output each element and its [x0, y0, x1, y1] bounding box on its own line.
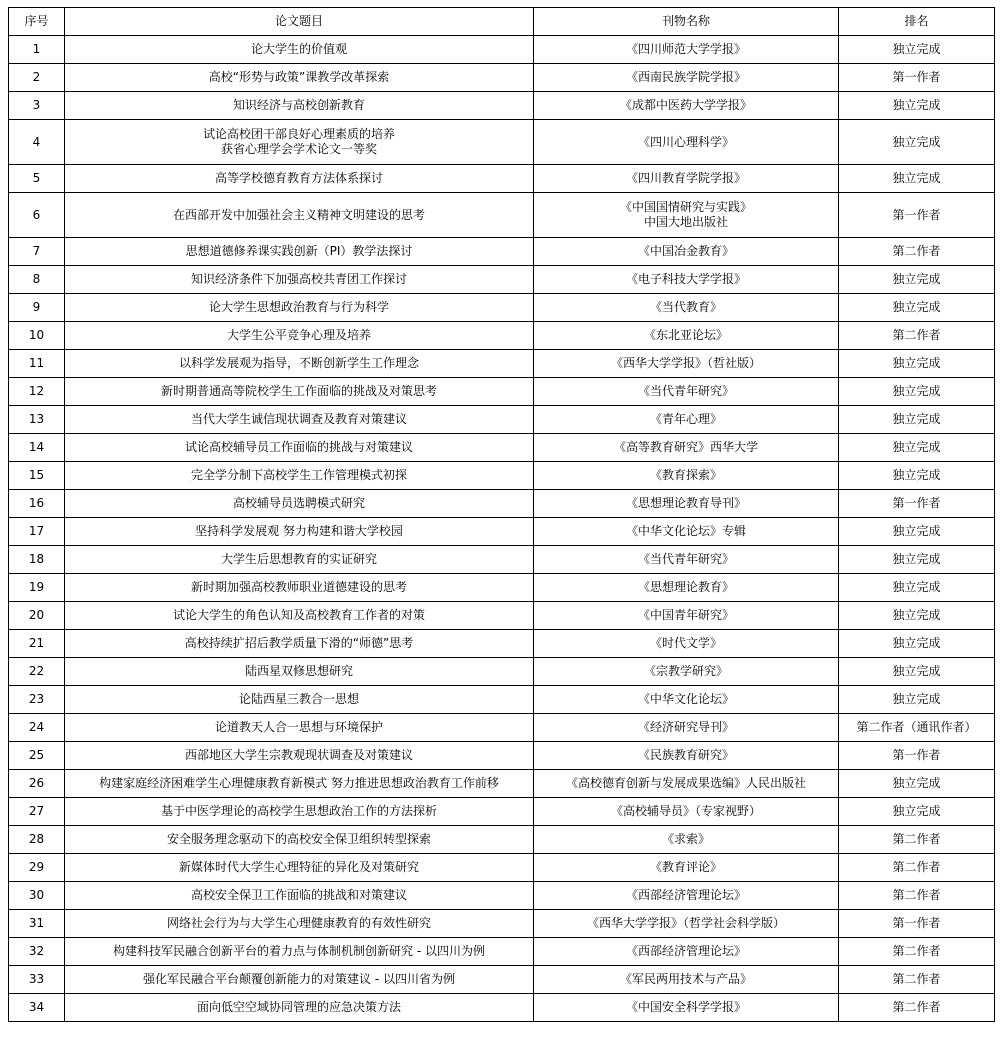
journal-name-cell [534, 686, 839, 714]
serial-number-cell: 7 [9, 238, 65, 266]
serial-number-cell: 24 [9, 714, 65, 742]
paper-title-cell-line: 新时期普通高等院校学生工作面临的挑战及对策思考 [160, 384, 437, 398]
paper-title-cell-line: 论大学生的价值观 [250, 42, 347, 56]
serial-number-cell: 13 [9, 406, 65, 434]
paper-title-cell [65, 322, 534, 350]
table-row [9, 966, 995, 994]
journal-name-cell [534, 630, 839, 658]
journal-name-cell [534, 742, 839, 770]
journal-name-cell-line: 《西部经济管理论坛》 [625, 888, 746, 902]
journal-name-cell-line: 《成都中医药大学学报》 [619, 98, 752, 112]
author-rank-cell: 第一作者 [839, 490, 995, 518]
author-rank-cell: 独立完成 [839, 120, 995, 165]
journal-name-cell-line: 《民族教育研究》 [637, 748, 734, 762]
journal-name-cell-line: 《求索》 [661, 832, 710, 846]
paper-title-cell [65, 378, 534, 406]
journal-name-cell-line: 《高校德育创新与发展成果选编》人民出版社 [565, 776, 806, 790]
author-rank-cell: 第二作者 [839, 882, 995, 910]
journal-name-cell [534, 322, 839, 350]
author-rank-cell: 独立完成 [839, 574, 995, 602]
author-rank-cell: 独立完成 [839, 378, 995, 406]
table-row [9, 490, 995, 518]
paper-title-cell-line: 高校辅导员选聘模式研究 [232, 496, 365, 510]
author-rank-cell: 独立完成 [839, 630, 995, 658]
header-serial-number: 序号 [9, 8, 65, 36]
serial-number-cell: 16 [9, 490, 65, 518]
paper-title-cell-line: 新时期加强高校教师职业道德建设的思考 [190, 580, 407, 594]
table-row [9, 518, 995, 546]
paper-title-cell [65, 193, 534, 238]
serial-number-cell: 4 [9, 120, 65, 165]
journal-name-cell [534, 462, 839, 490]
author-rank-cell: 独立完成 [839, 434, 995, 462]
serial-number-cell: 15 [9, 462, 65, 490]
author-rank-cell: 第二作者 [839, 238, 995, 266]
author-rank-cell: 独立完成 [839, 518, 995, 546]
paper-title-cell-line: 试论大学生的角色认知及高校教育工作者的对策 [172, 608, 425, 622]
serial-number-cell: 1 [9, 36, 65, 64]
journal-name-cell [534, 193, 839, 238]
paper-title-cell [65, 350, 534, 378]
journal-name-cell-line: 《西南民族学院学报》 [625, 70, 746, 84]
paper-title-cell [65, 574, 534, 602]
author-rank-cell: 独立完成 [839, 165, 995, 193]
header-journal-name: 刊物名称 [534, 8, 839, 36]
journal-name-cell [534, 994, 839, 1022]
journal-name-cell-line: 《当代青年研究》 [637, 384, 734, 398]
author-rank-cell: 独立完成 [839, 798, 995, 826]
paper-title-cell-line: 获省心理学会学术论文一等奖 [220, 142, 377, 156]
serial-number-cell: 32 [9, 938, 65, 966]
table-body [9, 36, 995, 1022]
table-row [9, 686, 995, 714]
author-rank-cell: 独立完成 [839, 294, 995, 322]
journal-name-cell [534, 350, 839, 378]
paper-title-cell-line: 试论高校辅导员工作面临的挑战与对策建议 [184, 440, 413, 454]
journal-name-cell-line: 《东北亚论坛》 [643, 328, 728, 342]
serial-number-cell: 34 [9, 994, 65, 1022]
table-row [9, 462, 995, 490]
journal-name-cell [534, 966, 839, 994]
table-row [9, 882, 995, 910]
paper-list-table [8, 7, 995, 1022]
journal-name-cell [534, 546, 839, 574]
table-row [9, 938, 995, 966]
journal-name-cell [534, 266, 839, 294]
paper-title-cell-line: 当代大学生诚信现状调查及教育对策建议 [190, 412, 407, 426]
paper-title-cell-line: 在西部开发中加强社会主义精神文明建设的思考 [172, 207, 425, 222]
journal-name-cell-line: 《军民两用技术与产品》 [619, 972, 752, 986]
paper-title-cell [65, 770, 534, 798]
paper-title-cell-line: 大学生公平竞争心理及培养 [226, 328, 371, 342]
journal-name-cell [534, 798, 839, 826]
paper-title-cell-line: 构建科技军民融合创新平台的着力点与体制机制创新研究 - 以四川为例 [113, 944, 485, 958]
serial-number-cell: 12 [9, 378, 65, 406]
table-row [9, 714, 995, 742]
journal-name-cell-line: 《西部经济管理论坛》 [625, 944, 746, 958]
table-row [9, 742, 995, 770]
journal-name-cell-line: 《中国国情研究与实践》 [619, 200, 752, 214]
journal-name-cell [534, 574, 839, 602]
journal-name-cell-line: 《宗教学研究》 [643, 664, 728, 678]
table-row [9, 854, 995, 882]
paper-title-cell [65, 518, 534, 546]
author-rank-cell: 独立完成 [839, 686, 995, 714]
paper-title-cell-line: 论陆西星三教合一思想 [238, 692, 359, 706]
paper-title-cell-line: 完全学分制下高校学生工作管理模式初探 [190, 468, 407, 482]
paper-title-cell-line: 高校安全保卫工作面临的挑战和对策建议 [190, 888, 407, 902]
journal-name-cell-line: 《思想理论教育》 [637, 580, 734, 594]
serial-number-cell: 8 [9, 266, 65, 294]
author-rank-cell: 独立完成 [839, 658, 995, 686]
header-paper-title: 论文题目 [65, 8, 534, 36]
journal-name-cell [534, 854, 839, 882]
journal-name-cell-line: 《当代青年研究》 [637, 552, 734, 566]
serial-number-cell: 11 [9, 350, 65, 378]
paper-title-cell [65, 882, 534, 910]
paper-title-cell-line: 高校“形势与政策”课教学改革探索 [208, 70, 390, 84]
author-rank-cell: 第一作者 [839, 910, 995, 938]
paper-title-cell [65, 854, 534, 882]
author-rank-cell: 独立完成 [839, 462, 995, 490]
paper-title-cell [65, 294, 534, 322]
author-rank-cell: 第二作者 [839, 322, 995, 350]
paper-title-cell-line: 论大学生思想政治教育与行为科学 [208, 300, 389, 314]
paper-title-cell-line: 高等学校德育教育方法体系探讨 [214, 171, 383, 185]
table-row [9, 574, 995, 602]
serial-number-cell: 9 [9, 294, 65, 322]
journal-name-cell-line: 《经济研究导刊》 [637, 720, 734, 734]
journal-name-cell [534, 882, 839, 910]
author-rank-cell: 第一作者 [839, 64, 995, 92]
paper-title-cell-line: 安全服务理念驱动下的高校安全保卫组织转型探索 [166, 832, 431, 846]
table-row [9, 238, 995, 266]
serial-number-cell: 10 [9, 322, 65, 350]
serial-number-cell: 23 [9, 686, 65, 714]
serial-number-cell: 5 [9, 165, 65, 193]
author-rank-cell: 独立完成 [839, 602, 995, 630]
paper-title-cell-line: 知识经济条件下加强高校共青团工作探讨 [190, 272, 407, 286]
journal-name-cell [534, 92, 839, 120]
journal-name-cell [534, 602, 839, 630]
author-rank-cell: 第二作者 [839, 966, 995, 994]
serial-number-cell: 27 [9, 798, 65, 826]
paper-title-cell [65, 546, 534, 574]
author-rank-cell: 独立完成 [839, 406, 995, 434]
journal-name-cell-line: 中国大地出版社 [643, 215, 728, 229]
journal-name-cell-line: 《时代文学》 [649, 636, 722, 650]
paper-title-cell-line: 新媒体时代大学生心理特征的异化及对策研究 [178, 860, 419, 874]
serial-number-cell: 6 [9, 193, 65, 238]
paper-title-cell [65, 714, 534, 742]
journal-name-cell [534, 910, 839, 938]
journal-name-cell-line: 《教育探索》 [649, 468, 722, 482]
table-row [9, 165, 995, 193]
author-rank-cell: 独立完成 [839, 92, 995, 120]
table-row [9, 910, 995, 938]
paper-title-cell [65, 406, 534, 434]
serial-number-cell: 20 [9, 602, 65, 630]
paper-title-cell [65, 630, 534, 658]
author-rank-cell: 独立完成 [839, 36, 995, 64]
journal-name-cell-line: 《中国青年研究》 [637, 608, 734, 622]
paper-title-cell [65, 686, 534, 714]
paper-title-cell-line: 坚持科学发展观 努力构建和谐大学校园 [195, 524, 403, 538]
table-row [9, 770, 995, 798]
journal-name-cell-line: 《西华大学学报》（哲社版） [610, 356, 761, 370]
table-row [9, 350, 995, 378]
journal-name-cell [534, 770, 839, 798]
journal-name-cell-line: 《中国安全科学学报》 [625, 1000, 746, 1014]
table-row [9, 378, 995, 406]
serial-number-cell: 19 [9, 574, 65, 602]
author-rank-cell: 第二作者 [839, 826, 995, 854]
serial-number-cell: 29 [9, 854, 65, 882]
serial-number-cell: 25 [9, 742, 65, 770]
paper-title-cell-line: 西部地区大学生宗教观现状调查及对策建议 [184, 748, 413, 762]
journal-name-cell-line: 《电子科技大学学报》 [625, 272, 746, 286]
serial-number-cell: 2 [9, 64, 65, 92]
paper-title-cell [65, 92, 534, 120]
journal-name-cell [534, 120, 839, 165]
paper-title-cell [65, 64, 534, 92]
paper-title-cell [65, 826, 534, 854]
author-rank-cell: 第一作者 [839, 742, 995, 770]
journal-name-cell-line: 《中国冶金教育》 [637, 244, 734, 258]
author-rank-cell: 独立完成 [839, 770, 995, 798]
journal-name-cell [534, 434, 839, 462]
journal-name-cell-line: 《教育评论》 [649, 860, 722, 874]
author-rank-cell: 第二作者（通讯作者） [839, 714, 995, 742]
table-row [9, 630, 995, 658]
author-rank-cell: 独立完成 [839, 266, 995, 294]
journal-name-cell [534, 518, 839, 546]
paper-title-cell [65, 602, 534, 630]
journal-name-cell-line: 《当代教育》 [649, 300, 722, 314]
table-row [9, 322, 995, 350]
serial-number-cell: 33 [9, 966, 65, 994]
journal-name-cell-line: 《高校辅导员》（专家视野） [610, 804, 761, 818]
paper-title-cell-line: 陆西星双修思想研究 [244, 664, 353, 678]
journal-name-cell-line: 《青年心理》 [649, 412, 722, 426]
journal-name-cell-line: 《四川教育学院学报》 [625, 171, 746, 185]
paper-title-cell-line: 高校持续扩招后教学质量下滑的“师德”思考 [184, 636, 414, 650]
paper-title-cell [65, 938, 534, 966]
journal-name-cell [534, 64, 839, 92]
paper-title-cell [65, 966, 534, 994]
paper-title-cell-line: 知识经济与高校创新教育 [232, 98, 365, 112]
author-rank-cell: 第二作者 [839, 854, 995, 882]
journal-name-cell [534, 165, 839, 193]
header-author-rank: 排名 [839, 8, 995, 36]
journal-name-cell-line: 《四川师范大学学报》 [625, 42, 746, 56]
paper-title-cell-line: 网络社会行为与大学生心理健康教育的有效性研究 [166, 916, 431, 930]
journal-name-cell-line: 《思想理论教育导刊》 [625, 496, 746, 510]
paper-title-cell [65, 462, 534, 490]
journal-name-cell-line: 《西华大学学报》（哲学社会科学版） [586, 916, 785, 930]
paper-title-cell-line: 面向低空空域协同管理的应急决策方法 [196, 1000, 401, 1014]
table-row [9, 406, 995, 434]
paper-title-cell-line: 思想道德修养课实践创新（PI）教学法探讨 [185, 244, 413, 258]
journal-name-cell [534, 406, 839, 434]
table-row [9, 64, 995, 92]
table-row [9, 602, 995, 630]
author-rank-cell: 第二作者 [839, 994, 995, 1022]
paper-title-cell-line: 试论高校团干部良好心理素质的培养 [202, 127, 395, 141]
table-row [9, 434, 995, 462]
table-row [9, 546, 995, 574]
table-row [9, 92, 995, 120]
paper-title-cell-line: 大学生后思想教育的实证研究 [220, 552, 377, 566]
serial-number-cell: 21 [9, 630, 65, 658]
table-row [9, 658, 995, 686]
serial-number-cell: 31 [9, 910, 65, 938]
paper-title-cell [65, 120, 534, 165]
paper-list-table-wrapper [8, 7, 995, 1022]
journal-name-cell [534, 938, 839, 966]
journal-name-cell [534, 658, 839, 686]
serial-number-cell: 22 [9, 658, 65, 686]
paper-title-cell [65, 434, 534, 462]
serial-number-cell: 18 [9, 546, 65, 574]
journal-name-cell-line: 《高等教育研究》西华大学 [613, 440, 758, 454]
paper-title-cell [65, 165, 534, 193]
paper-title-cell [65, 742, 534, 770]
table-row [9, 36, 995, 64]
paper-title-cell [65, 910, 534, 938]
table-row [9, 826, 995, 854]
serial-number-cell: 30 [9, 882, 65, 910]
serial-number-cell: 14 [9, 434, 65, 462]
serial-number-cell: 3 [9, 92, 65, 120]
author-rank-cell: 独立完成 [839, 546, 995, 574]
journal-name-cell [534, 294, 839, 322]
paper-title-cell-line: 构建家庭经济困难学生心理健康教育新模式 努力推进思想政治教育工作前移 [99, 776, 499, 790]
journal-name-cell [534, 714, 839, 742]
journal-name-cell [534, 36, 839, 64]
paper-title-cell [65, 266, 534, 294]
serial-number-cell: 17 [9, 518, 65, 546]
serial-number-cell: 26 [9, 770, 65, 798]
author-rank-cell: 第一作者 [839, 193, 995, 238]
table-row [9, 266, 995, 294]
table-row [9, 294, 995, 322]
paper-title-cell [65, 994, 534, 1022]
author-rank-cell: 第二作者 [839, 938, 995, 966]
table-row [9, 994, 995, 1022]
journal-name-cell [534, 490, 839, 518]
paper-title-cell-line: 以科学发展观为指导，不断创新学生工作理念 [178, 356, 419, 370]
paper-title-cell [65, 490, 534, 518]
table-row [9, 120, 995, 165]
paper-title-cell [65, 798, 534, 826]
journal-name-cell [534, 378, 839, 406]
paper-title-cell [65, 658, 534, 686]
journal-name-cell-line: 《中华文化论坛》专辑 [625, 524, 746, 538]
paper-title-cell-line: 强化军民融合平台颠覆创新能力的对策建议 - 以四川省为例 [143, 972, 455, 986]
journal-name-cell [534, 238, 839, 266]
paper-title-cell-line: 基于中医学理论的高校学生思想政治工作的方法探析 [160, 804, 437, 818]
journal-name-cell-line: 《四川心理科学》 [637, 134, 734, 149]
author-rank-cell: 独立完成 [839, 350, 995, 378]
paper-title-cell-line: 论道教天人合一思想与环境保护 [214, 720, 383, 734]
journal-name-cell [534, 826, 839, 854]
table-row [9, 798, 995, 826]
paper-title-cell [65, 36, 534, 64]
paper-title-cell [65, 238, 534, 266]
serial-number-cell: 28 [9, 826, 65, 854]
header-row [9, 8, 995, 36]
journal-name-cell-line: 《中华文化论坛》 [637, 692, 734, 706]
table-row [9, 193, 995, 238]
